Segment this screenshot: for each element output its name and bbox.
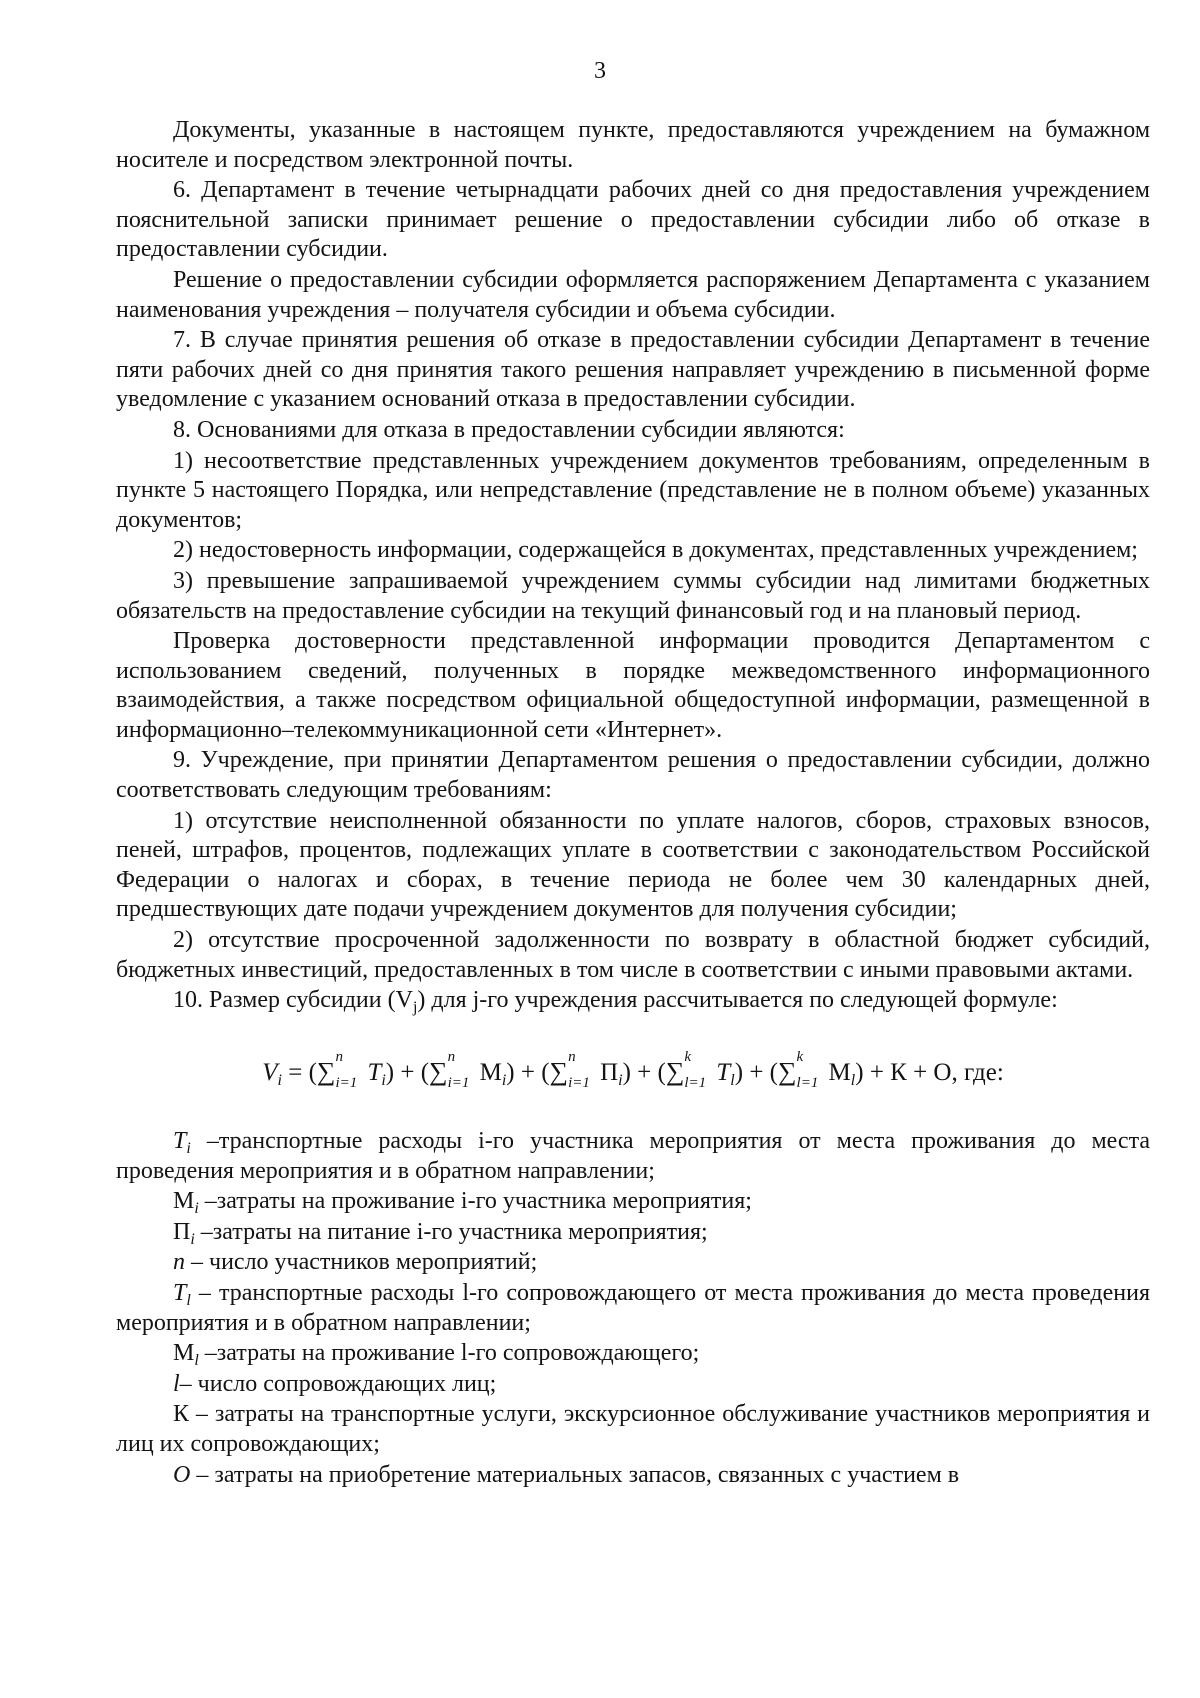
definition-m-i: $М_i$ –затраты на проживание i-го участника мероприятия; <box>173 1188 752 1218</box>
paragraph-item-8: 8. Основаниями для отказа в предоставлении субсидии являются: <box>173 416 845 443</box>
paragraph-item-7: 7. В случае принятия решения об отказе в предоставлении субсидии Департамент в течение пяти рабочих дней со дня принятия такого решения направляет учреждению в письменной форме уведомление с указанием оснований отказа в предоставлении субсидии. <box>116 327 1150 413</box>
definition-k: К – затраты на транспортные услуги, экскурсионное обслуживание участников мероприятия и лиц их сопровождающих; <box>116 1401 1150 1458</box>
paragraph-item-6: 6. Департамент в течение четырнадцати рабочих дней со дня предоставления учреждением пояснительной записки принимает решение о предоставлении субсидии либо об отказе в предоставлении субсидии. <box>116 177 1150 263</box>
document-body <box>116 116 1150 1491</box>
definition-l: l– число сопровождающих лиц; <box>173 1370 497 1397</box>
list-item: 1) несоответствие представленных учреждением документов требованиям, определенным в пункте 5 настоящего Порядка, или непредставление (представление не в полном объеме) указанных документов; <box>116 447 1150 533</box>
definition-n: n – число участников мероприятий; <box>173 1249 538 1276</box>
paragraph: Документы, указанные в настоящем пункте, предоставляются учреждением на бумажном носителе и посредством электронной почты. <box>116 117 1150 173</box>
list-item: 2) отсутствие просроченной задолженности по возврату в областной бюджет субсидий, бюджетных инвестиций, предоставленных в том числе в соответствии с иными правовыми актами. <box>116 927 1150 983</box>
definition-p-i: $П_i$ –затраты на питание i-го участника мероприятия; <box>173 1218 708 1248</box>
paragraph-item-9: 9. Учреждение, при принятии Департаментом решения о предоставлении субсидии, должно соответствовать следующим требованиям: <box>116 747 1150 804</box>
subsidy-formula: $V_i$ = (∑ n i=1 $T_i$) + (∑ n i=1 $М_i$) + (∑ n i=1 $П_i$) + (∑ k l=1 $T_l$) + (∑ k l=1 $М_l) + К + О$, где: <box>262 1049 1004 1092</box>
paragraph: Решение о предоставлении субсидии оформляется распоряжением Департамента с указанием наименования учреждения – получателя субсидии и объема субсидии. <box>116 266 1150 323</box>
list-item: 3) превышение запрашиваемой учреждением суммы субсидии над лимитами бюджетных обязательств на предоставление субсидии на текущий финансовый год и на плановый период. <box>116 567 1150 624</box>
definition-o: О – затраты на приобретение материальных запасов, связанных с участием в <box>173 1461 960 1488</box>
definition-m-l: $М_l$ –затраты на проживание l-го сопровождающего; <box>173 1340 700 1370</box>
list-item: 2) недостоверность информации, содержащейся в документах, представленных учреждением; <box>173 537 1138 564</box>
definition-t-l: $T_l$ – транспортные расходы l-го сопровождающего от места проживания до места проведения мероприятия и в обратном направлении; <box>116 1280 1150 1336</box>
page-number: 3 <box>594 58 606 84</box>
paragraph-item-10: 10. Размер субсидии $(V_j)$ для j-го учреждения рассчитывается по следующей формуле: <box>173 987 1058 1017</box>
definition-t-i: $T_i$ –транспортные расходы i-го участника мероприятия от места проживания до места проведения мероприятия и в обратном направлении; <box>116 1128 1150 1184</box>
list-item: 1) отсутствие неисполненной обязанности по уплате налогов, сборов, страховых взносов, пеней, штрафов, процентов, подлежащих уплате в соответствии с законодательством Российской Федерации о налогах и сборах, в течение периода не более чем 30 календарных дней, предшествующих дате подачи учреждением документов для получения субсидии; <box>116 807 1150 923</box>
paragraph: Проверка достоверности представленной информации проводится Департаментом с использованием сведений, полученных в порядке межведомственного информационного взаимодействия, а также посредством официальной общедоступной информации, размещенной в информационно–телекоммуникационной сети «Интернет». <box>116 628 1150 743</box>
